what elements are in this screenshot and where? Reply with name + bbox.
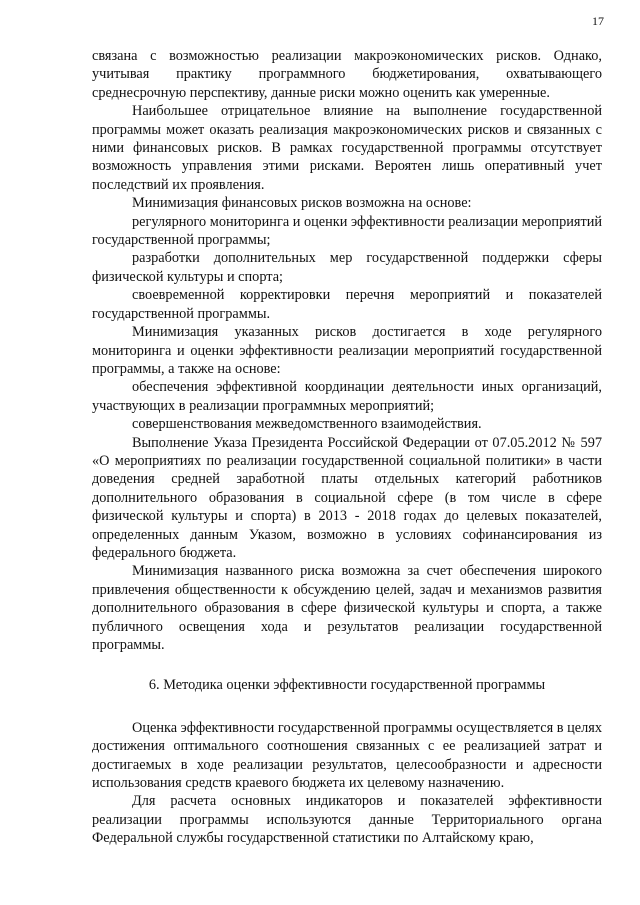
paragraph: Выполнение Указа Президента Российской Федерации от 07.05.2012 № 597 «О мероприятиях по реализации государственной социальной политики» в части доведения средней заработной платы отдельных категорий работников дополнительного образования в социальной сфере (в том числе в сфере физической культуры и спорта) в 2013 - 2018 годах до целевых показателей, определенных данным Указом, возможно в условиях софинансирования из федерального бюджета. [92,434,602,561]
paragraph: Минимизация указанных рисков достигается в ходе регулярного мониторинга и оценки эффективности реализации мероприятий государственной программы, а также на основе: [92,324,602,377]
list-item: своевременной корректировки перечня мероприятий и показателей государственной программы. [92,287,602,322]
paragraph: Наибольшее отрицательное влияние на выполнение государственной программы может оказать реализация макроэкономических рисков и связанных с ними финансовых рисков. В рамках государственной программы отсутствует возможность управления этими рисками. Вероятен лишь оперативный учет последствий их проявления. [92,103,602,193]
page-number: 17 [592,14,604,28]
paragraph: Минимизация названного риска возможна за счет обеспечения широкого привлечения общественности к обсуждению целей, задач и механизмов развития дополнительного образования в сфере физической культуры и спорта, а также публичного освещения хода и результатов реализации государственной программы. [92,563,602,653]
paragraph: Минимизация финансовых рисков возможна на основе: [132,195,472,212]
paragraph: Для расчета основных индикаторов и показателей эффективности реализации программы используются данные Территориального органа Федеральной службы государственной статистики по Алтайскому краю, [92,793,602,847]
list-item: разработки дополнительных мер государственной поддержки сферы физической культуры и спорта; [92,250,602,285]
section-heading: 6. Методика оценки эффективности государственной программы [148,677,546,694]
paragraph: Оценка эффективности государственной программы осуществляется в целях достижения оптимального соотношения связанных с ее реализацией затрат и достигаемых в ходе реализации результатов, целесообразности и адресности использования средств краевого бюджета их целевому назначению. [92,719,602,792]
list-item: совершенствования межведомственного взаимодействия. [132,416,482,433]
paragraph: связана с возможностью реализации макроэкономических рисков. Однако, учитывая практику программного бюджетирования, охватывающего среднесрочную перспективу, данные риски можно оценить как умеренные. [92,48,602,101]
list-item: обеспечения эффективной координации деятельности иных организаций, участвующих в реализации программных мероприятий; [92,379,602,414]
list-item: регулярного мониторинга и оценки эффективности реализации мероприятий государственной программы; [92,213,602,249]
document-body [92,47,602,848]
